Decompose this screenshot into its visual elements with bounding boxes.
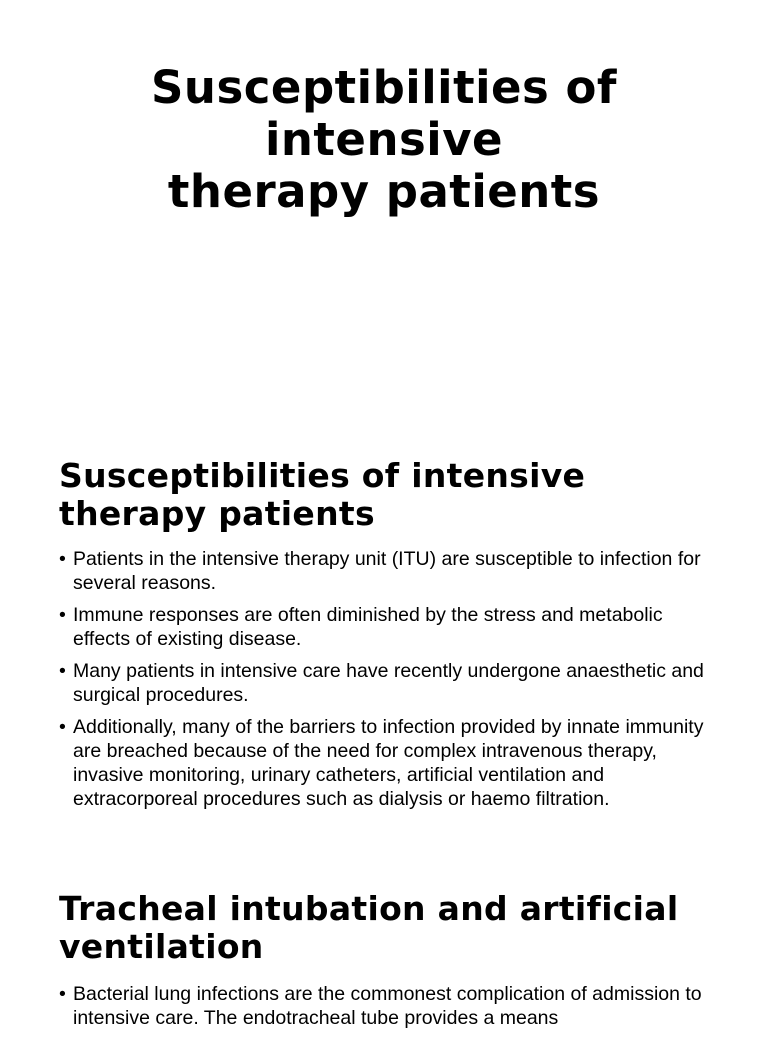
list-item	[59, 982, 719, 1030]
bullet-icon: •	[59, 604, 66, 626]
bullet-icon: •	[59, 983, 66, 1005]
list-item	[59, 659, 719, 707]
presentation-title	[0, 62, 768, 218]
heading-line: therapy patients	[59, 494, 375, 533]
bullet-icon: •	[59, 660, 66, 682]
bullet-text: Bacterial lung infections are the commonest complication of admission to intensive care. The endotracheal tube provides a means	[73, 983, 702, 1029]
heading-line: Tracheal intubation and artificial	[59, 889, 679, 928]
slide-susceptibilities	[59, 457, 719, 819]
list-item	[59, 547, 719, 595]
bullet-icon: •	[59, 716, 66, 738]
slide-heading	[59, 457, 719, 533]
bullet-text: Many patients in intensive care have recently undergone anaesthetic and surgical procedures.	[73, 660, 704, 706]
list-item	[59, 603, 719, 651]
bullet-text: Patients in the intensive therapy unit (ITU) are susceptible to infection for several reasons.	[73, 548, 701, 594]
heading-line: Susceptibilities of intensive	[59, 456, 586, 495]
title-slide	[0, 0, 768, 430]
bullet-icon: •	[59, 548, 66, 570]
list-item	[59, 715, 719, 811]
slide-tracheal-intubation	[59, 890, 719, 1038]
bullet-text: Immune responses are often diminished by the stress and metabolic effects of existing disease.	[73, 604, 663, 650]
bullet-text: Additionally, many of the barriers to infection provided by innate immunity are breached because of the need for complex intravenous therapy, invasive monitoring, urinary catheters, artificial ventilation and extracorporeal procedures such as dialysis or haemo filtration.	[73, 716, 704, 810]
heading-line: ventilation	[59, 927, 264, 966]
title-line: therapy patients	[167, 165, 601, 218]
title-line: intensive	[264, 113, 504, 166]
slide-heading	[59, 890, 719, 966]
bullet-list	[59, 982, 719, 1030]
bullet-list	[59, 547, 719, 811]
title-line: Susceptibilities of	[151, 61, 617, 114]
